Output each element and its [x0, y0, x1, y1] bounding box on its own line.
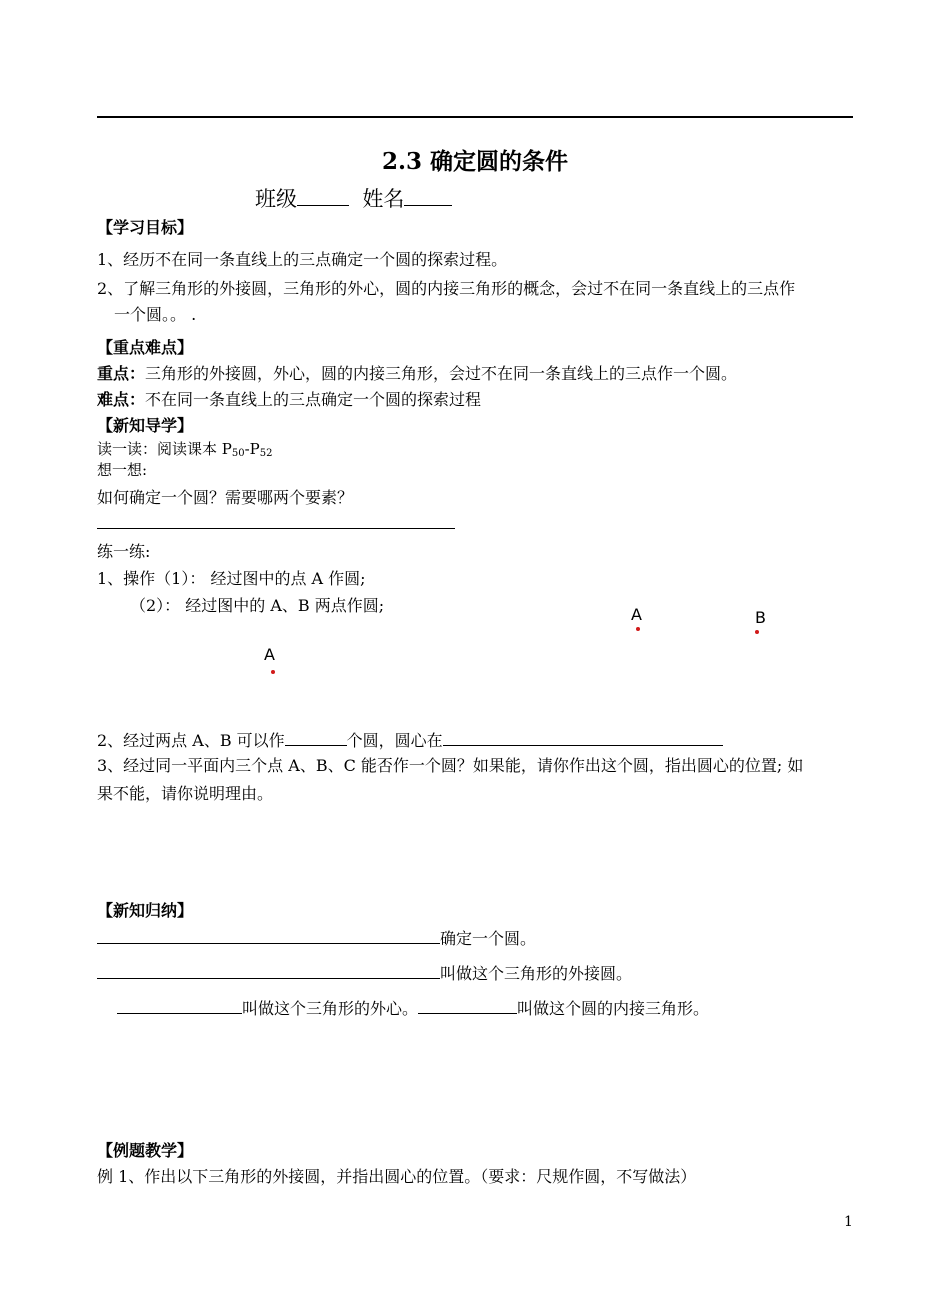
newknowledge-header: 【新知导学】 — [97, 416, 194, 435]
summary-blank-1[interactable] — [97, 927, 440, 944]
summary-blank-4[interactable] — [418, 997, 517, 1014]
class-blank[interactable] — [297, 184, 349, 206]
page-number: 1 — [844, 1214, 853, 1230]
goal-item-2-line1: 2、了解三角形的外接圆，三角形的外心，圆的内接三角形的概念，会过不在同一条直线上的三点作 — [97, 279, 796, 298]
point-a-pair-label: A — [631, 605, 642, 624]
read-dash: -P — [244, 440, 260, 458]
goal-item-1: 1、经历不在同一条直线上的三点确定一个圆的探索过程。 — [97, 250, 508, 269]
class-label: 班级 — [255, 187, 297, 211]
summary-line1-suffix: 确定一个圆。 — [440, 929, 537, 948]
key-text: 三角形的外接圆，外心，圆的内接三角形，会过不在同一条直线上的三点作一个圆。 — [145, 364, 738, 383]
key-label: 重点： — [97, 364, 146, 383]
read-text: 读一读：阅读课本 P — [97, 440, 232, 458]
diff-text: 不在同一条直线上的三点确定一个圆的探索过程 — [145, 390, 482, 409]
summary-line3-mid: 叫做这个三角形的外心。 — [242, 999, 419, 1018]
examples-header: 【例题教学】 — [97, 1141, 194, 1160]
question-3-line2: 果不能，请你说明理由。 — [97, 784, 274, 803]
point-a-single-label: A — [264, 645, 275, 664]
summary-line3-suffix: 叫做这个圆的内接三角形。 — [517, 999, 710, 1018]
goals-header: 【学习目标】 — [97, 218, 194, 237]
summary-line-1 — [97, 926, 536, 949]
page-title — [0, 143, 950, 176]
operation-2: （2）： 经过图中的 A、B 两点作圆; — [130, 596, 385, 615]
question-2 — [97, 728, 723, 751]
summary-line2-suffix: 叫做这个三角形的外接圆。 — [440, 964, 633, 983]
answer-blank-line[interactable] — [97, 528, 455, 529]
key-point-line — [97, 361, 737, 384]
operation-1: 1、操作（1）： 经过图中的点 A 作圆; — [97, 569, 366, 588]
q2-center-blank[interactable] — [443, 729, 723, 746]
point-a-single-dot — [271, 670, 275, 674]
point-b-pair-dot — [755, 630, 759, 634]
title-text: 2.3 确定圆的条件 — [381, 148, 569, 175]
read-sub-2: 52 — [259, 448, 273, 459]
point-b-pair-label: B — [755, 608, 766, 627]
class-name-line — [255, 183, 452, 213]
q2-prefix: 2、经过两点 A、B 可以作 — [97, 731, 285, 750]
goal-item-2-line2: 一个圆。。 . — [114, 305, 197, 324]
summary-blank-3[interactable] — [117, 997, 242, 1014]
question-3-line1: 3、经过同一平面内三个点 A、B、C 能否作一个圆？如果能，请你作出这个圆，指出圆心的位置; 如 — [97, 756, 804, 775]
read-line — [97, 438, 273, 459]
keypoints-header: 【重点难点】 — [97, 338, 194, 357]
summary-blank-2[interactable] — [97, 962, 440, 979]
q2-count-blank[interactable] — [285, 729, 347, 746]
example-1: 例 1、作出以下三角形的外接圆，并指出圆心的位置。（要求：尺规作圆，不写做法） — [97, 1167, 697, 1186]
summary-line-2 — [97, 961, 632, 984]
think-label: 想一想: — [97, 461, 148, 479]
header-rule — [97, 116, 853, 118]
q2-middle: 个圆，圆心在 — [346, 731, 443, 750]
name-blank[interactable] — [404, 184, 452, 206]
difficulty-line — [97, 387, 481, 410]
read-sub-1: 50 — [231, 448, 245, 459]
point-a-pair-dot — [636, 627, 640, 631]
practice-label: 练一练: — [97, 542, 151, 561]
question-text: 如何确定一个圆？需要哪两个要素？ — [97, 488, 354, 507]
diff-label: 难点： — [97, 390, 146, 409]
summary-header: 【新知归纳】 — [97, 901, 194, 920]
name-label: 姓名 — [362, 187, 405, 211]
summary-line-3 — [117, 996, 709, 1019]
